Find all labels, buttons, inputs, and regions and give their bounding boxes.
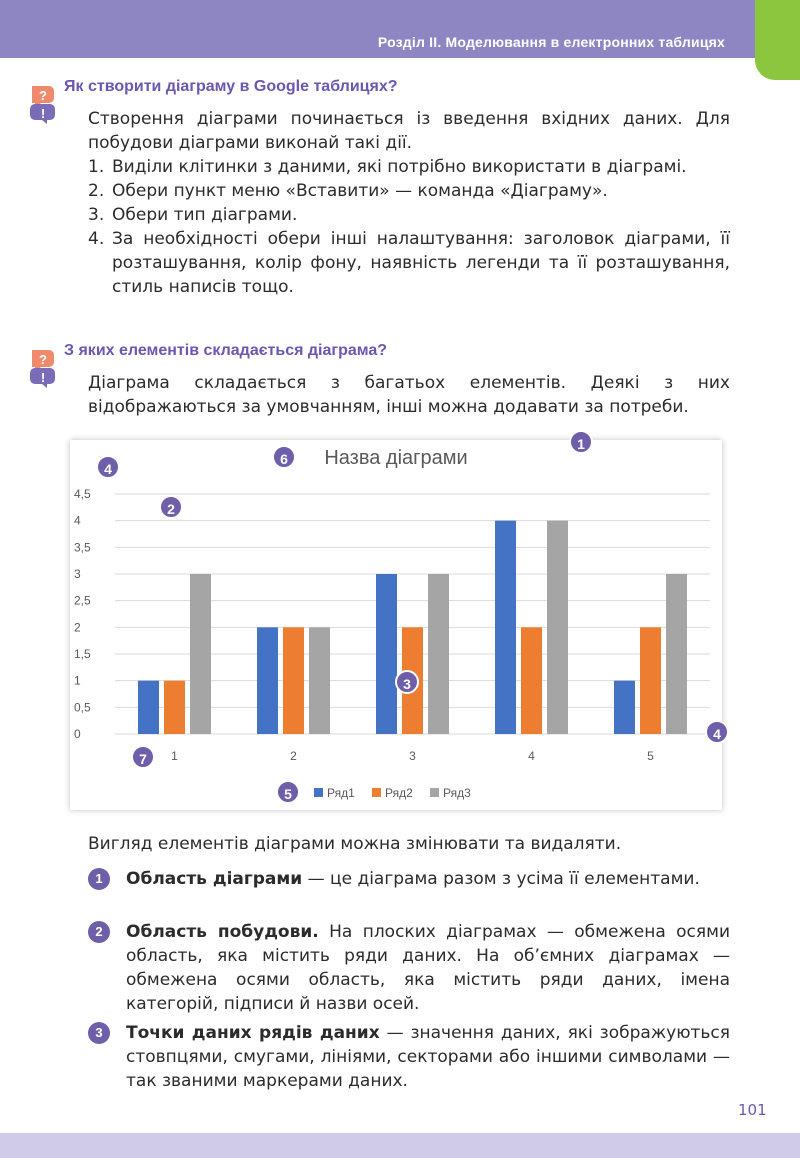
- definition-term: Область діаграми: [126, 869, 303, 889]
- steps-list: [88, 155, 730, 299]
- definition-term: Точки даних рядів даних: [126, 1023, 380, 1043]
- y-tick-label: 2,5: [74, 593, 91, 608]
- callout-badge: 4: [705, 720, 729, 744]
- page-footer: [0, 1133, 800, 1158]
- y-tick-label: 0: [74, 727, 81, 741]
- bar: [666, 574, 687, 734]
- bar: [164, 681, 185, 734]
- y-tick-label: 4: [74, 513, 81, 528]
- bar: [376, 574, 397, 734]
- chart-title: Назва діаграми: [324, 447, 468, 469]
- y-tick-label: 0,5: [74, 700, 91, 715]
- section2-intro: Діаграма складається з багатьох елементів. Деякі з них відображаються за умовчанням, інші можна додавати за потреби.: [88, 373, 730, 417]
- definition-text: — це діаграма разом з усіма її елементами.: [302, 869, 700, 889]
- definition-badge: 2: [88, 921, 110, 943]
- step-item: 2. Обери пункт меню «Вставити» — команда «Діаграму».: [88, 181, 608, 201]
- definition-term: Область побудови.: [126, 922, 319, 942]
- question-answer-icon: [30, 84, 56, 124]
- x-tick-label: 5: [647, 749, 654, 763]
- section-title: Розділ ІІ. Моделювання в електронних таблицях: [377, 34, 725, 50]
- callout-badge: 4: [96, 455, 120, 479]
- y-tick-label: 3,5: [74, 540, 91, 555]
- question-answer-icon: [30, 348, 56, 388]
- question-heading-2: З яких елементів складається діаграма?: [64, 342, 388, 359]
- bar: [640, 627, 661, 734]
- step-item: 4. За необхідності обери інші налаштування: заголовок діаграми, її розташування, колір фону, наявність легенди та її розташування, стиль написів тощо.: [88, 229, 730, 297]
- legend-label: Ряд2: [385, 786, 413, 800]
- x-tick-label: 1: [171, 749, 178, 763]
- page-number: 101: [738, 1101, 767, 1119]
- legend-swatch: [430, 788, 439, 797]
- callout-badge: 1: [569, 430, 593, 454]
- green-tab-decoration: [755, 0, 800, 80]
- y-tick-label: 2: [74, 620, 81, 635]
- bar: [547, 521, 568, 734]
- bar: [428, 574, 449, 734]
- bar: [614, 681, 635, 734]
- x-tick-label: 2: [290, 749, 297, 763]
- bar: [257, 627, 278, 734]
- legend-swatch: [314, 788, 323, 797]
- svg-text:?: ?: [39, 88, 47, 103]
- bar: [495, 521, 516, 734]
- bar: [283, 627, 304, 734]
- definition-text: На плоских діаграмах — обмежена осями область, яка містить ряди даних. На об’ємних діаграмах — обмежена осями область, яка містить ряди даних, імена категорій, підписи й назви осей.: [126, 922, 730, 1014]
- svg-text:?: ?: [39, 352, 47, 367]
- callout-badge: 7: [131, 745, 155, 769]
- callout-badge: 6: [272, 445, 296, 469]
- legend-label: Ряд3: [443, 786, 471, 800]
- bar: [138, 681, 159, 734]
- page-header: [0, 0, 765, 58]
- definition-item: [88, 920, 730, 1016]
- definition-item: [88, 1021, 730, 1093]
- svg-text:!: !: [40, 106, 46, 121]
- definition-badge: 3: [88, 1022, 110, 1044]
- y-tick-label: 1: [74, 673, 81, 688]
- y-tick-label: 1,5: [74, 647, 91, 661]
- bar: [521, 627, 542, 734]
- svg-text:!: !: [40, 370, 46, 385]
- bar: [309, 627, 330, 734]
- step-item: 3. Обери тип діаграми.: [88, 205, 298, 225]
- definition-text: — значення даних, які зображуються стовпцями, смугами, лініями, секторами або іншими символами — так званими маркерами даних.: [126, 1023, 730, 1091]
- y-tick-label: 3: [74, 567, 81, 581]
- after-chart-text: Вигляд елементів діаграми можна змінювати та видаляти.: [88, 834, 622, 854]
- legend-label: Ряд1: [327, 786, 355, 800]
- section1-intro: Створення діаграми починається із введення вхідних даних. Для побудови діаграми виконай такі дії.: [88, 109, 730, 153]
- x-tick-label: 3: [409, 749, 416, 763]
- callout-badge: 3: [395, 670, 419, 694]
- definition-badge: 1: [88, 868, 110, 890]
- callout-badge: 5: [276, 780, 300, 804]
- definition-item: [88, 867, 730, 891]
- callout-badge: 2: [159, 495, 183, 519]
- bar: [190, 574, 211, 734]
- step-item: 1. Виділи клітинки з даними, які потрібно використати в діаграмі.: [88, 157, 687, 177]
- question-heading-1: Як створити діаграму в Google таблицях?: [64, 78, 398, 95]
- legend-swatch: [372, 788, 381, 797]
- x-tick-label: 4: [528, 749, 535, 763]
- y-tick-label: 4,5: [74, 487, 91, 501]
